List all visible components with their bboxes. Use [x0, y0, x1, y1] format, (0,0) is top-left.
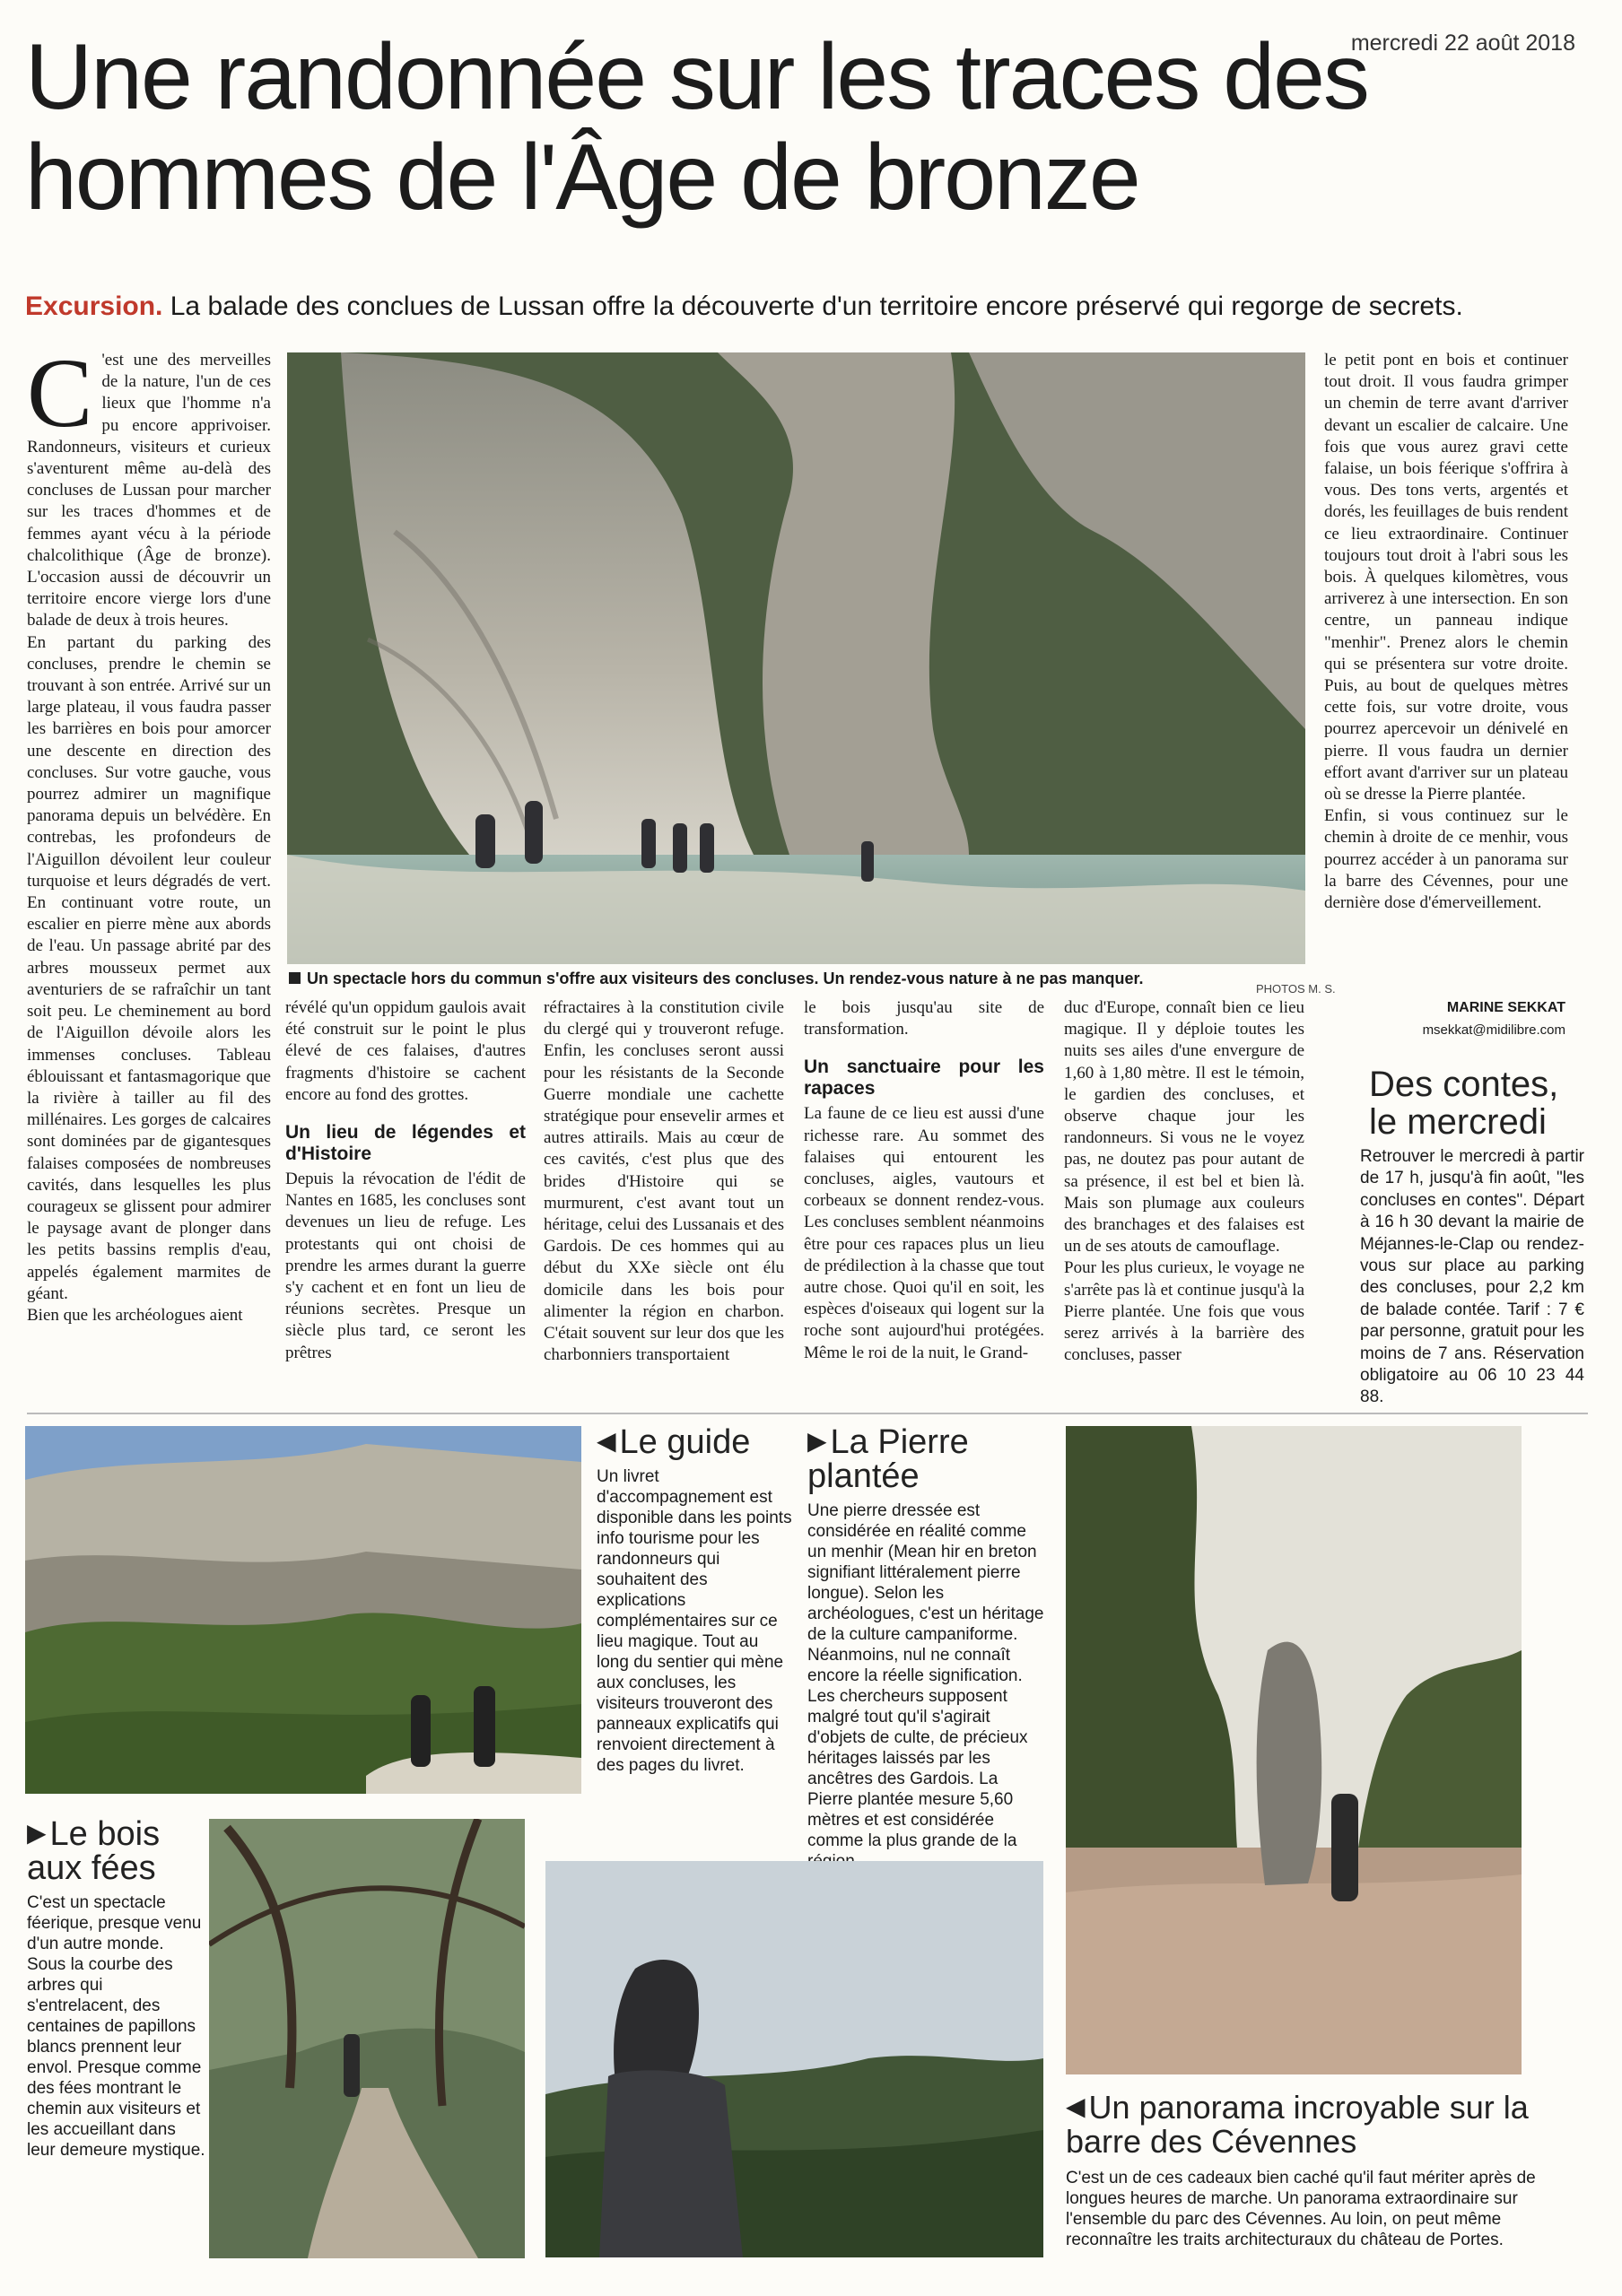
- standfirst: [25, 289, 1604, 325]
- article-paragraph: le bois jusqu'au site de transformation.: [804, 998, 1044, 1039]
- bois-section: [27, 1816, 206, 2161]
- article-paragraph: Bien que les archéologues aient: [27, 1305, 243, 1325]
- article-paragraph: Depuis la révocation de l'édit de Nantes en 1685, les concluses sont devenues un lieu de refuge. Les protestants qui ont choisi de prendre les armes durant la guerre s'y cachent et en font un lieu de réunions secrètes. Presque un siècle plus tard, ce seront les prêtres: [285, 1170, 526, 1362]
- bois-title: [27, 1816, 206, 1885]
- caption-square-icon: [289, 972, 301, 984]
- article-paragraph: duc d'Europe, connaît bien ce lieu magique. Il y déploie toutes les nuits ses ailes d'une envergure de 1,60 à 1,80 mètre. Il est le témoin, le gardien des concluses, et observe chaque jour les randonneurs. Si vous ne le voyez pas, ne doutez pas pour autant de sa présence, il est bel et bien là. Mais son plumage aux couleurs des branchages et des falaises est un de ses atouts de camouflage.: [1064, 998, 1304, 1257]
- panorama-title-text: Un panorama incroyable sur la barre des Cévennes: [1066, 2089, 1529, 2160]
- caption-text: Un spectacle hors du commun s'offre aux visiteurs des concluses. Un rendez-vous nature à ne pas manquer.: [307, 970, 1144, 987]
- article-column-3: [544, 997, 784, 1366]
- photo-fairy-woods: [209, 1819, 525, 2258]
- arrow-left-icon: ◀: [597, 1427, 616, 1455]
- pierre-section: [807, 1424, 1048, 1872]
- guide-body: Un livret d'accompagnement est disponible dans les points info tourisme pour les randonneurs qui souhaitent des explications complémentaires sur ce lieu magique. Tout au long du sentier qui mène aux concluses, les visiteurs trouveront des panneaux explicatifs qui renvoient directement à des pages du livret.: [597, 1467, 792, 1775]
- box-title: Des contes, le mercredi: [1369, 1065, 1559, 1142]
- article-paragraph: révélé qu'un oppidum gaulois avait été construit sur le point le plus élevé de ces falaises, d'autres fragments d'histoire se cachent encore au fond des grottes.: [285, 998, 526, 1104]
- subhead-rapaces: Un sanctuaire pour les rapaces: [804, 1057, 1044, 1100]
- standfirst-text: La balade des conclues de Lussan offre la découverte d'un territoire encore préservé qui regorge de secrets.: [170, 291, 1463, 321]
- article-paragraph: réfractaires à la constitution civile du clergé qui y trouveront refuge. Enfin, les concluses seront aussi pour les résistants de la Seconde Guerre mondiale une cachette stratégique pour ensevelir armes et autres attirails. Mais au cœur de ces cavités, c'est plus que des brides d'Histoire qui se murmurent, c'est avant tout un héritage, celui des Lussanais et des Gardois. De ces hommes qui au début du XXe siècle ont élu domicile dans les bois pour alimenter la région en charbon. C'était souvent sur leur dos que les charbonniers transportaient: [544, 998, 784, 1365]
- article-paragraph: Pour les plus curieux, le voyage ne s'arrête pas là et continue jusqu'à la Pierre plantée. Une fois que vous serez arrivés à la barrière des concluses, passer: [1064, 1258, 1304, 1365]
- panorama-body: C'est un de ces cadeaux bien caché qu'il faut mériter après de longues heures de marche. Un panorama extraordinaire sur l'ensemble du parc des Cévennes. Au loin, on peut même reconnaître les traits architecturaux du château de Portes.: [1066, 2169, 1536, 2249]
- arrow-right-icon: ▶: [27, 1819, 47, 1847]
- photo-hikers-map: [25, 1426, 581, 1794]
- article-column-4: [804, 997, 1044, 1364]
- subhead-legendes: Un lieu de légendes et d'Histoire: [285, 1122, 526, 1165]
- main-photo-caption: [289, 970, 1312, 988]
- guide-title-text: Le guide: [619, 1423, 751, 1461]
- article-column-6: [1324, 350, 1568, 914]
- bois-title-text: Le bois aux fées: [27, 1815, 161, 1887]
- article-column-5: [1064, 997, 1304, 1366]
- article-paragraph: En partant du parking des concluses, prendre le chemin se trouvant à son entrée. Arrivé sur un large plateau, il vous faudra passer les barrières en bois pour amorcer une descente en direction des concluses. Sur votre gauche, vous pourrez admirer un magnifique panorama depuis un belvédère. En contrebas, les profondeurs de l'Aiguillon dévoilent leur couleur turquoise et leurs dégradés de vert. En continuant votre route, un escalier en pierre mène aux abords de l'eau. Un passage abrité par des arbres mousseux permet aux aventuriers de se rafraîchir un tant soit peu. Le cheminement au bord de l'Aiguillon dévoile alors les immenses concluses. Tableau éblouissant et fantasmagorique que la rivière à tailler au fil des millénaires. Les gorges de calcaires sont dominées par de gigantesques falaises composées de nombreuses cavités, dans lesquelles les plus courageux se glissent pour admirer le paysage avant de plonger dans les petits bassins remplis d'eau, appelés également marmites de géant.: [27, 632, 271, 1303]
- panorama-section: [1066, 2090, 1586, 2250]
- article-paragraph: La faune de ce lieu est aussi d'une richesse rare. Au sommet des falaises qui entourent les concluses, aigles, vautours et corbeaux se donnent rendez-vous. Les concluses semblent néanmoins être pour ces rapaces plus un lieu de prédilection à la chasse que tout autre chose. Quoi qu'il en soit, les espèces d'oiseaux qui logent sur la roche sont aujourd'hui protégées. Même le roi de la nuit, le Grand-: [804, 1104, 1044, 1362]
- headline: Une randonnée sur les traces des hommes de l'Âge de bronze: [25, 25, 1368, 230]
- article-column-1: [27, 338, 271, 1326]
- bois-body: C'est un spectacle féerique, presque venu d'un autre monde. Sous la courbe des arbres qui s'entrelacent, des centaines de papillons blancs prennent leur envol. Presque comme des fées montrant le chemin aux visiteurs et les accueillant dans leur demeure mystique.: [27, 1893, 205, 2160]
- arrow-right-icon: ▶: [807, 1427, 827, 1455]
- arrow-left-icon: ◀: [1066, 2092, 1086, 2120]
- photo-credit: PHOTOS M. S.: [1256, 982, 1336, 996]
- photo-menhir: [1066, 1426, 1522, 2074]
- guide-section: [597, 1424, 794, 1776]
- section-divider: [27, 1413, 1588, 1414]
- dateline: mercredi 22 août 2018: [1350, 30, 1575, 56]
- article-paragraph: le petit pont en bois et continuer tout droit. Il vous faudra grimper un chemin de terre avant d'arriver devant un escalier de calcaire. Une fois que vous aurez gravi cette falaise, un bois féerique s'offrira à vous. Des tons verts, argentés et dorés, les feuillages de buis rendent ce lieu extraordinaire. Continuer toujours tout droit à l'abri sous les bois. À quelques kilomètres, vous arriverez à une intersection. En son centre, un panneau indique "menhir". Prenez alors le chemin qui se présentera sur votre droite. Puis, au bout de quelques mètres cette fois, sur votre droite, vous pourrez apercevoir un dénivelé en pierre. Il vous faudra un dernier effort avant d'arriver sur un plateau où se dresse la Pierre plantée.: [1324, 351, 1568, 804]
- panorama-title: [1066, 2090, 1586, 2159]
- main-photo-concluses: [287, 352, 1305, 964]
- box-body: Retrouver le mercredi à partir de 17 h, jusqu'à fin août, "les concluses en contes". Départ à 16 h 30 devant la mairie de Méjannes-le-Clap ou rendez-vous sur place au parking des concluses, pour 2,2 km de balade contée. Tarif : 7 € par personne, gratuit pour les moins de 7 ans. Réservation obligatoire au 06 10 23 44 88.: [1360, 1147, 1584, 1407]
- author-email: msekkat@midilibre.com: [1422, 1022, 1565, 1038]
- dropcap: C: [27, 338, 93, 448]
- pierre-title-text: La Pierre plantée: [807, 1423, 969, 1495]
- guide-title: [597, 1424, 794, 1459]
- kicker: Excursion.: [25, 291, 163, 321]
- article-paragraph: Enfin, si vous continuez sur le chemin à droite de ce menhir, vous pourrez accéder à un panorama sur la barre des Cévennes, pour une dernière dose d'émerveillement.: [1324, 806, 1568, 913]
- pierre-body: Une pierre dressée est considérée en réalité comme un menhir (Mean hir en breton signifiant littéralement pierre longue). Selon les archéologues, c'est un héritage de la culture campaniforme. Néanmoins, nul ne connaît encore la réelle signification. Les chercheurs supposent malgré tout qu'il s'agirait d'objets de culte, de précieux héritages laissés par les ancêtres des Gardois. La Pierre plantée mesure 5,60 mètres et est considérée comme la plus grande de la: [807, 1501, 1044, 1850]
- article-paragraph: 'est une des merveilles de la nature, l'un de ces lieux que l'homme n'a pu encore apprivoiser. Randonneurs, visiteurs et curieux s'aventurent même au-delà des concluses de Lussan pour marcher sur les traces d'hommes et de femmes ayant vécu à la période chalcolithique (Âge de bronze). L'occasion aussi de découvrir un territoire encore vierge lors d'une balade de deux à trois heures.: [27, 351, 271, 631]
- byline: MARINE SEKKAT: [1446, 1000, 1565, 1015]
- photo-panorama: [545, 1861, 1043, 2257]
- pierre-title: [807, 1424, 1048, 1493]
- article-column-2: [285, 997, 526, 1364]
